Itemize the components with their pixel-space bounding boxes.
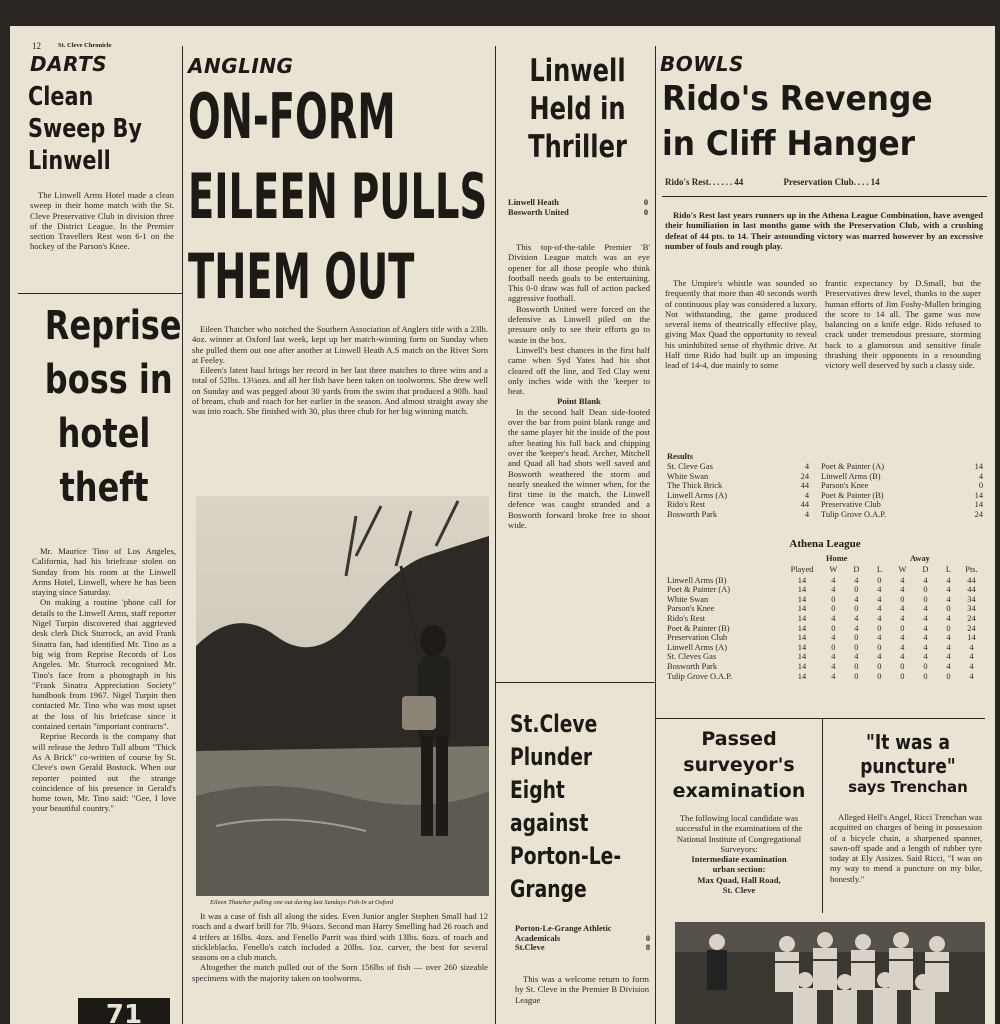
team-photo xyxy=(675,922,985,1024)
away-score: 4 xyxy=(978,471,983,481)
league-cell: 0 xyxy=(854,604,859,614)
league-cell: 4 xyxy=(854,613,859,623)
headline-line: theft xyxy=(59,465,149,511)
home-score: 4 xyxy=(804,490,809,500)
darts-body xyxy=(30,190,174,252)
headline-line: hotel xyxy=(57,411,151,457)
team-score: 8 xyxy=(645,943,650,953)
team-score: 0 xyxy=(643,198,648,207)
league-cell: 4 xyxy=(900,633,905,643)
league-cell: 24 xyxy=(967,623,976,633)
headline-line: "It was a xyxy=(866,730,950,754)
league-cell: 0 xyxy=(900,661,905,671)
stcleve-body xyxy=(515,974,649,1005)
league-cell: 4 xyxy=(831,661,836,671)
paragraph: This top-of-the-table Premier 'B' Division League match was an eye opener for all those people who think football needs goals to be entertaining. This 0-0 draw was full of action packed aggressive football. xyxy=(508,242,650,304)
league-cell: 44 xyxy=(967,575,976,585)
league-cell: 4 xyxy=(831,613,836,623)
results-row xyxy=(667,472,983,482)
league-home-group: Home xyxy=(826,554,848,563)
angler-photo xyxy=(196,496,489,896)
paragraph: The Umpire's whistle was sounded so frequently that more than 40 seconds worth of continuous play was considered a luxury. Not withstanding, the game produced several items of theatrically effective play, giving Max Quad the opportunity to reveal his uninhibited sense of rhythmic drive. At Half time Rido had built up an imposing lead of 14-4, due mainly to some xyxy=(665,278,817,371)
team-name: Linwell Heath xyxy=(508,198,559,207)
team-name: Porton-Le-Grange Athletic Academicals xyxy=(515,924,612,943)
league-away-group: Away xyxy=(910,554,930,563)
results-row xyxy=(667,510,983,520)
headline-line: in Cliff Hanger xyxy=(662,124,916,164)
league-cell: 4 xyxy=(854,652,859,662)
headline-line: Held in xyxy=(529,91,626,127)
league-cell: 14 xyxy=(967,633,976,643)
paragraph: Eileen Thatcher who notched the Southern Association of Anglers title with a 23lb. 4oz. winner at Oxford last week, kept up her match-winning form on Sunday when she pulled them out one after another at Linwell Heath A.S match on the River Sorn at Feeley. xyxy=(192,324,488,365)
results-row xyxy=(667,500,983,510)
team-name: Tulip Grove O.A.P. xyxy=(667,671,733,681)
team-name: Parson's Knee xyxy=(667,604,715,614)
score-row xyxy=(508,208,648,218)
league-col-header: Played xyxy=(790,565,814,574)
league-cell: 4 xyxy=(923,642,928,652)
league-cell: 0 xyxy=(946,623,951,633)
league-cell: 0 xyxy=(923,671,928,681)
paragraph: Mr. Maurice Tino of Los Angeles, California, had his briefcase stolen on Sunday from his room at the Linwell Arms Hotel, Linwell, where he has been staying since Saturday. xyxy=(32,546,176,598)
away-team: Linwell Arms (B) xyxy=(821,471,881,481)
league-cell: 0 xyxy=(854,633,859,643)
league-cell: 4 xyxy=(854,623,859,633)
away-score: 14 xyxy=(870,177,880,187)
league-cell: 34 xyxy=(967,604,976,614)
results-row xyxy=(667,491,983,501)
league-cell: 4 xyxy=(831,575,836,585)
league-cell: 4 xyxy=(877,652,882,662)
league-row xyxy=(667,643,983,653)
league-cell: 0 xyxy=(877,623,882,633)
league-cell: 14 xyxy=(797,613,807,623)
column-rule xyxy=(495,46,496,1024)
home-team: The Thick Brick xyxy=(667,481,723,491)
reprise-body xyxy=(32,546,176,814)
angler-photo-image xyxy=(196,496,489,896)
headline-line: Porton-Le- xyxy=(510,842,622,870)
league-col-header: L xyxy=(945,565,951,574)
paper-name: St. Cleve Chronicle xyxy=(58,42,112,49)
league-cell: 4 xyxy=(969,671,974,681)
league-row xyxy=(667,672,983,682)
headline-line: Thriller xyxy=(528,129,627,165)
headline-line: examination xyxy=(672,780,806,802)
league-cell: 0 xyxy=(900,671,905,681)
headline-line: Eight xyxy=(510,776,565,804)
paragraph: The following local candidate was successful in the examinations of the National Institute of Congregational Surveyors: xyxy=(675,813,803,854)
league-cell: 0 xyxy=(923,661,928,671)
league-cell: 4 xyxy=(946,585,951,595)
league-cell: 4 xyxy=(877,613,882,623)
league-cell: 4 xyxy=(831,633,836,643)
home-score: 4 xyxy=(804,509,809,519)
league-cell: 0 xyxy=(900,623,905,633)
results-row xyxy=(667,481,983,491)
home-score: 44 xyxy=(800,481,809,491)
league-col-header: L xyxy=(876,565,882,574)
league-cell: 0 xyxy=(923,585,928,595)
league-cell: 4 xyxy=(900,613,905,623)
darts-headline xyxy=(28,84,178,180)
away-score: 14 xyxy=(974,490,983,500)
league-cell: 0 xyxy=(877,575,882,585)
league-cell: 14 xyxy=(797,671,807,681)
surveyor-place: St. Cleve xyxy=(722,885,756,896)
headline-line: puncture" xyxy=(860,754,956,778)
paragraph: Alleged Hell's Angel, Ricci Trenchan was acquitted on charges of being in possession of a bicycle chain, a sharpened spanner, sawn-off spade and a length of rubber tyre today at Ely Assizes. Said Ricci, "I was on my way to mend a puncture on my bike, honestly." xyxy=(830,812,982,884)
photo-caption: Eileen Thatcher pulling one out during last Sundays Fish-In at Oxford xyxy=(210,899,394,906)
league-cell: 4 xyxy=(946,613,951,623)
league-cell: 4 xyxy=(969,652,974,662)
away-team: Preservation Club xyxy=(783,177,854,187)
league-cell: 0 xyxy=(877,661,882,671)
team-name: Bosworth United xyxy=(508,207,569,217)
league-cell: 4 xyxy=(877,604,882,614)
surveyor-body xyxy=(670,813,808,895)
score-row xyxy=(515,924,650,943)
page-number: 12 xyxy=(32,41,41,51)
paragraph: Linwell's best chances in the first half came when Syd Yates had his shot cleared off the line, and Ted Clay went only inches wide with the 'keeper to beat. xyxy=(508,344,650,397)
paragraph: The Linwell Arms Hotel made a clean sweep in their home match with the St. Cleve Preservative Club in division three of the District League. In the Premier section Travellers Rest won 6-1 on the hockey of the Parson's Knee. xyxy=(30,190,174,252)
paragraph: Reprise Records is the company that will release the Jethro Tull album "Thick As A Brick" co-written of course by St. Cleve's own Gerald Bostock. When our reporter pointed out the strange coincidence of his presence in Gerald's home town, Mr. Tino said: "Gee, I love your beautiful country." xyxy=(32,731,176,814)
column-rule xyxy=(655,706,656,1024)
league-cell: 4 xyxy=(923,604,928,614)
league-cell: 0 xyxy=(877,642,882,652)
league-cell: 4 xyxy=(969,661,974,671)
league-cell: 14 xyxy=(797,623,807,633)
league-cell: 14 xyxy=(797,575,807,585)
angling-headline xyxy=(188,80,490,326)
results-title: Results xyxy=(667,452,694,461)
section-rule xyxy=(655,718,985,719)
league-cell: 4 xyxy=(946,633,951,643)
team-name: White Swan xyxy=(667,594,709,604)
headline-line: THEM OUT xyxy=(188,240,415,313)
subhead: Point Blank xyxy=(557,396,601,407)
surveyor-name: Max Quad, Hall Road, xyxy=(697,874,781,885)
paragraph: On making a routine 'phone call for details to the Linwell Arms, staff reporter Nigel Turpin discovered that aggrieved desk clerk Dick Sturrock, an avid Frank Sinatra fan, had identified Mr. Tino as a big wig from Reprise Records of Los Angeles. Mr. Sturrock recognised Mr. Tino's face from a photograph in his "Frank Sinatra Appreciation Society" handbook from 1967. Nigel Turpin then contacted Mr. Tino who was most upset at the loss of his briefcase since it contained certain "important contracts". xyxy=(32,597,176,732)
league-col-header: Pts. xyxy=(965,565,978,574)
linwell-scoreline xyxy=(508,198,648,217)
linwell-body xyxy=(508,242,650,530)
headline-line: ON-FORM xyxy=(188,80,396,153)
league-cell: 4 xyxy=(946,642,951,652)
team-name: Preservation Club xyxy=(667,633,728,643)
league-cell: 4 xyxy=(854,594,859,604)
league-cell: 0 xyxy=(831,623,836,633)
league-cell: 14 xyxy=(797,661,807,671)
league-cell: 4 xyxy=(900,652,905,662)
stcleve-headline xyxy=(510,712,650,910)
league-row xyxy=(667,604,983,614)
league-col-team xyxy=(667,564,782,576)
headline-line: against xyxy=(510,809,589,837)
league-title: Athena League xyxy=(789,538,861,550)
team-score: 0 xyxy=(645,933,650,943)
headline-line: Linwell xyxy=(529,53,626,89)
linwell-headline xyxy=(505,53,650,170)
team-score: 0 xyxy=(643,207,648,217)
league-cell: 4 xyxy=(831,652,836,662)
angling-body-bottom xyxy=(192,911,488,983)
away-score: 0 xyxy=(978,481,983,491)
league-cell: 4 xyxy=(900,642,905,652)
away-team: Preservative Club xyxy=(821,500,881,510)
league-row xyxy=(667,633,983,643)
paragraph: In the second half Dean side-footed over the bar from point blank range and the same player hit the inside of the post after beating his full back and chipping over the 'keeper's head. Archer, Mitchell and Quad all had shots well saved and Bosworth weathered the storm and nearly sneaked the winner when, for the first time in the match, the Linwell defence was caught stranded and a Bosworth forward broke free to shoot wide. xyxy=(508,406,650,531)
paragraph: It was a case of fish all along the sides. Even Junior angler Stephen Small had 12 roach and a dwarf brill for 7lb. 9¼ozs. Second man Harry Smelling had 26 roach and 4 trifers at 16lbs. 4ozs. and Fenello Parrit was third with 13lbs. 6ozs. of roach and stickleblacks. Fenello's catch included a 20lbs. 1oz. carver, the best for several seasons on a club match. xyxy=(192,911,488,963)
league-cell: 0 xyxy=(946,671,951,681)
team-name: Linwell Arms (B) xyxy=(667,575,727,585)
league-col-header: W xyxy=(829,565,838,574)
section-rule xyxy=(18,293,182,294)
home-score: 4 xyxy=(804,462,809,471)
league-cell: 4 xyxy=(923,613,928,623)
league-cell: 34 xyxy=(967,594,976,604)
angling-body-top xyxy=(192,324,488,417)
home-team: Bosworth Park xyxy=(667,509,718,519)
league-cell: 0 xyxy=(877,671,882,681)
puncture-body xyxy=(830,812,982,884)
home-team: Rido's Rest xyxy=(667,500,706,510)
league-cell: 0 xyxy=(831,604,836,614)
reprise-headline xyxy=(30,303,182,522)
stcleve-scoreline xyxy=(515,924,650,953)
league-cell: 4 xyxy=(900,585,905,595)
league-cell: 4 xyxy=(877,633,882,643)
paragraph: This was a welcome return to form by St. Cleve in the Premier B Division League xyxy=(515,974,649,1005)
team-name: St.Cleve xyxy=(515,943,545,953)
away-team: Poet & Painter (A) xyxy=(821,462,885,471)
league-col-header: W xyxy=(898,565,907,574)
league-cell: 4 xyxy=(923,575,928,585)
league-col-header: D xyxy=(922,565,929,574)
league-cell: 14 xyxy=(797,594,807,604)
team-name: Rido's Rest xyxy=(667,613,706,623)
headline-line: Reprise xyxy=(44,303,182,349)
surveyor-subhead: urban section: xyxy=(712,864,766,875)
league-col-header: D xyxy=(853,565,860,574)
league-cell: 4 xyxy=(923,652,928,662)
bowls-lead xyxy=(665,210,983,251)
league-row xyxy=(667,595,983,605)
league-cell: 4 xyxy=(946,661,951,671)
league-row xyxy=(667,585,983,595)
bowls-col2 xyxy=(825,278,981,371)
league-cell: 0 xyxy=(854,671,859,681)
league-cell: 0 xyxy=(946,604,951,614)
away-score: 14 xyxy=(974,500,983,510)
league-cell: 4 xyxy=(831,585,836,595)
paragraph: Altogether the match pulled out of the Sorn 156lbs of fish — over 260 sizeable specimens with the majority taken on toolworms. xyxy=(192,962,488,983)
away-score: 14 xyxy=(974,462,983,471)
away-team: Poet & Painter (B) xyxy=(821,490,884,500)
home-team: St. Cleve Gas xyxy=(667,462,713,471)
league-cell: 4 xyxy=(946,594,951,604)
league-row xyxy=(667,662,983,672)
headline-line: Linwell xyxy=(28,146,111,176)
paragraph: frantic expectancy by D.Small, but the Preservatives drew level, thanks to the super human efforts of Jim Foshy-Mullen bringing the score to 14 all. The game was now balancing on a knife edge. Rido refused to crack under tremendous pressure, storming back to a glamorous and sensitive finale thrashing their opponents in a resounding victory well deserved by such a classy side. xyxy=(825,278,981,371)
league-cell: 0 xyxy=(854,661,859,671)
angling-kicker: ANGLING xyxy=(188,54,294,78)
headline-line: Passed xyxy=(701,728,777,750)
paragraph: Rido's Rest last years runners up in the Athena League Combination, have avenged their humiliation in last months game with the Preservation Club, with a crushing defeat of 44 pts. to 14. Their astounding victory was marred however by an excessive number of fouls and rough play. xyxy=(665,210,983,251)
league-cell: 4 xyxy=(854,575,859,585)
league-cell: 4 xyxy=(969,642,974,652)
newspaper-page xyxy=(10,26,995,1024)
headline-line: EILEEN PULLS xyxy=(188,160,488,233)
league-cell: 4 xyxy=(923,633,928,643)
league-cell: 14 xyxy=(797,633,807,643)
league-cell: 4 xyxy=(946,575,951,585)
team-name: Linwell Arms (A) xyxy=(667,642,728,652)
league-row xyxy=(667,624,983,634)
league-cell: 0 xyxy=(923,594,928,604)
league-cell: 4 xyxy=(900,604,905,614)
bowls-headline xyxy=(662,79,992,172)
team-name: Poet & Painter (A) xyxy=(667,585,731,595)
away-team: Parson's Knee xyxy=(821,481,869,491)
headline-line: Grange xyxy=(510,875,587,903)
headline-line: St.Cleve xyxy=(510,710,598,738)
league-row xyxy=(667,614,983,624)
league-table xyxy=(667,564,983,681)
league-cell: 14 xyxy=(797,642,807,652)
league-cell: 24 xyxy=(967,613,976,623)
home-team: Rido's Rest xyxy=(665,177,709,187)
league-cell: 44 xyxy=(967,585,976,595)
puncture-headline xyxy=(828,730,988,798)
league-cell: 4 xyxy=(831,671,836,681)
league-cell: 4 xyxy=(877,585,882,595)
column-rule xyxy=(822,718,823,913)
league-cell: 14 xyxy=(797,652,807,662)
league-cell: 4 xyxy=(900,575,905,585)
home-score: 44 xyxy=(800,500,809,510)
column-rule xyxy=(182,46,183,1024)
league-row xyxy=(667,652,983,662)
bowls-kicker: BOWLS xyxy=(660,52,744,76)
surveyor-subhead: Intermediate examination xyxy=(691,854,787,865)
team-name: St. Cleves Gas xyxy=(667,652,717,662)
home-team: White Swan xyxy=(667,471,709,481)
team-photo-image xyxy=(675,922,985,1024)
bowls-rule xyxy=(662,196,987,197)
home-score: 24 xyxy=(800,471,809,481)
column-rule xyxy=(655,46,656,706)
record-label-logo: 71 xyxy=(78,998,170,1024)
headline-line: Plunder xyxy=(510,743,593,771)
team-name: Poet & Painter (B) xyxy=(667,623,730,633)
league-cell: 0 xyxy=(831,594,836,604)
bowls-scoreline: Rido's Rest......44 Preservation Club....14 xyxy=(665,177,880,187)
away-team: Tulip Grove O.A.P. xyxy=(821,509,887,519)
puncture-says: says Trenchan xyxy=(848,778,968,796)
results-table xyxy=(667,462,983,520)
home-score: 44 xyxy=(734,177,744,187)
league-cell: 0 xyxy=(854,642,859,652)
surveyor-headline xyxy=(660,728,818,806)
section-rule xyxy=(495,682,655,683)
league-cell: 14 xyxy=(797,604,807,614)
away-score: 24 xyxy=(974,509,983,519)
paragraph: Bosworth United were forced on the defensive as Linwell piled on the pressure only to see their efforts go to waste in the box. xyxy=(508,303,650,345)
results-row xyxy=(667,462,983,472)
league-cell: 0 xyxy=(854,585,859,595)
league-row xyxy=(667,576,983,586)
headline-line: surveyor's xyxy=(683,754,795,776)
score-row xyxy=(508,198,648,208)
darts-kicker: DARTS xyxy=(30,52,108,76)
headline-line: Sweep By xyxy=(28,114,142,144)
league-cell: 4 xyxy=(877,594,882,604)
team-name: Bosworth Park xyxy=(667,661,718,671)
headline-line: boss in xyxy=(44,357,173,403)
headline-line: Rido's Revenge xyxy=(662,79,933,119)
league-cell: 4 xyxy=(946,652,951,662)
bowls-col1 xyxy=(665,278,817,371)
league-cell: 4 xyxy=(923,623,928,633)
home-team: Linwell Arms (A) xyxy=(667,490,728,500)
headline-line: Clean xyxy=(28,82,94,112)
league-cell: 0 xyxy=(900,594,905,604)
league-cell: 0 xyxy=(831,642,836,652)
paragraph: Eileen's latest haul brings her record in her last three matches to three wins and a total of 52lbs. 13¼ozs. and all her fish have been taken on toolworms. She drew well on Sunday and was pegged about 30 yards from the swim that produced a 90lb. haul of bream, chub and roach for her earlier in the season. And almost straight away she was into roach. She finished with 30, plus three chub for her big winning match. xyxy=(192,365,488,417)
score-row xyxy=(515,943,650,953)
league-cell: 14 xyxy=(797,585,807,595)
